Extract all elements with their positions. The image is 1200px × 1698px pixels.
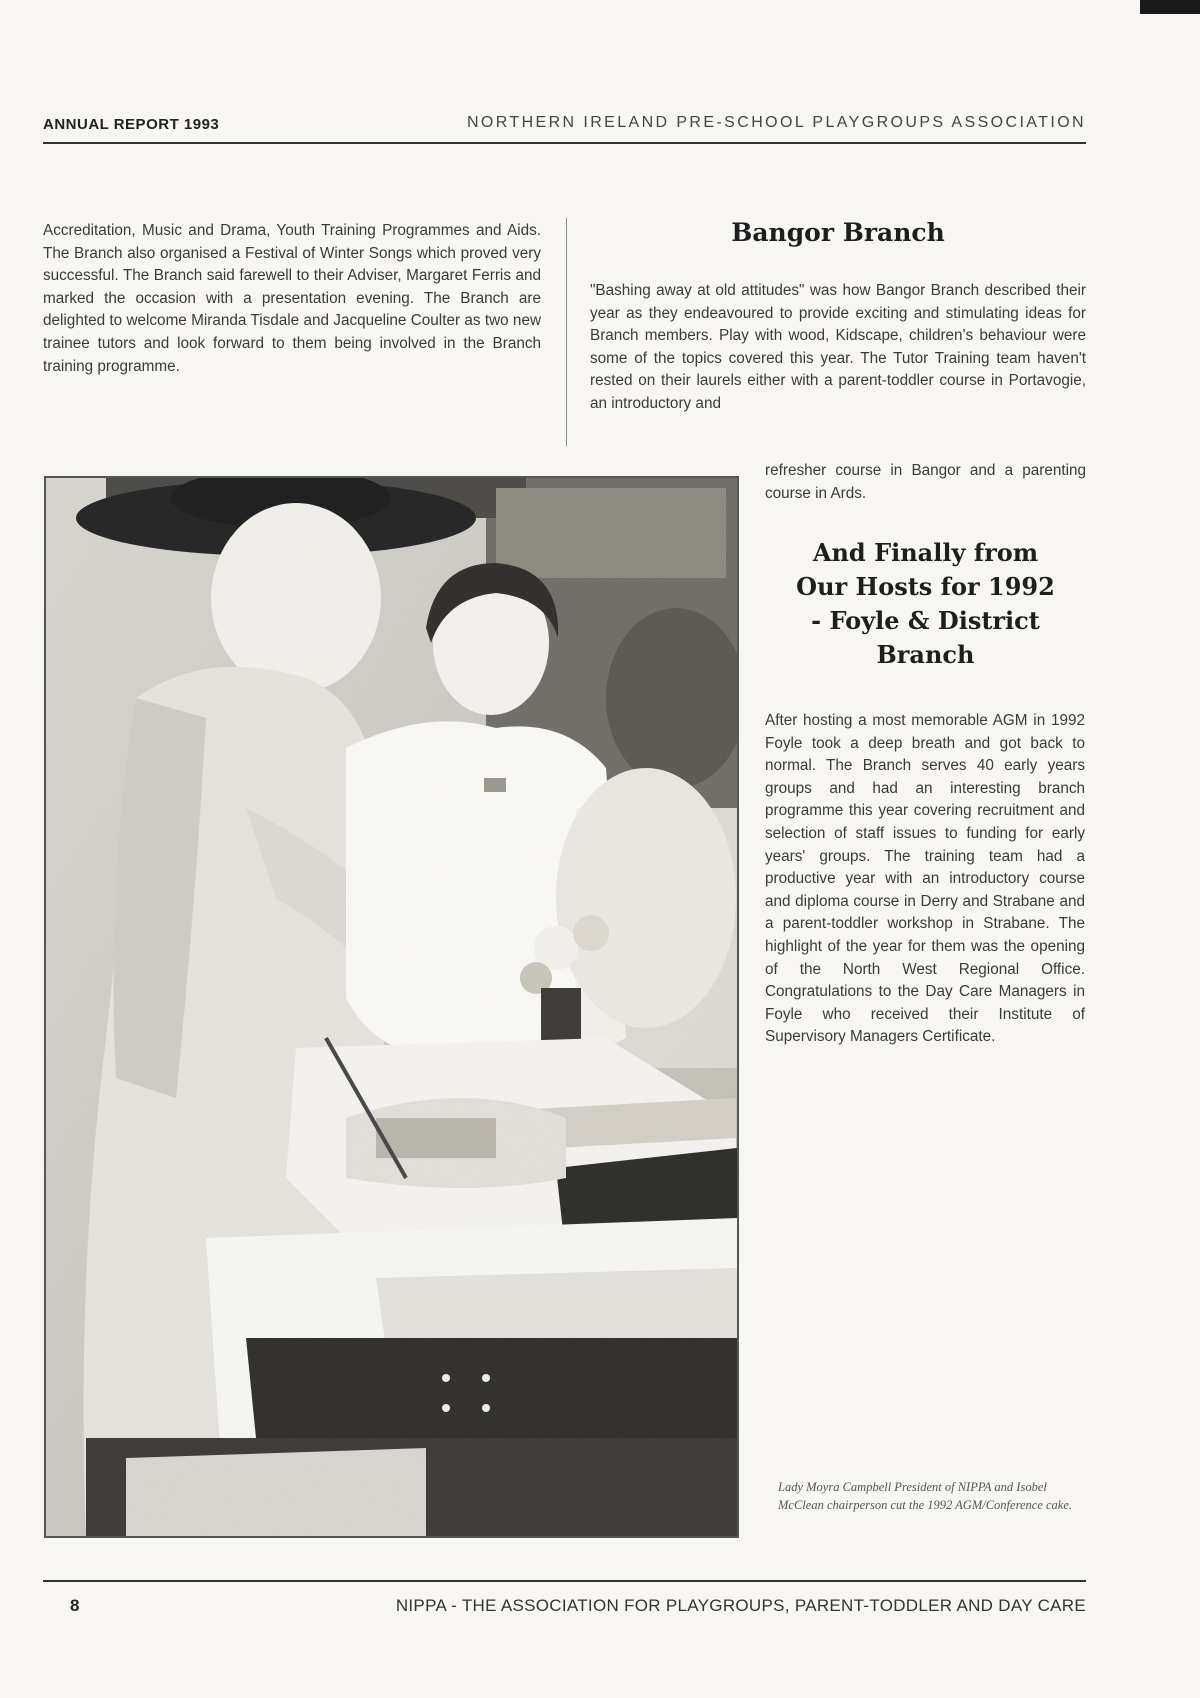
foyle-heading-line: Our Hosts for 1992 [796,572,1055,601]
bangor-branch-paragraph: "Bashing away at old attitudes" was how Bangor Branch described their year as they endeavoured to provide exciting and stimulating ideas for Branch members. Play with wood, Kidscape, children's behaviour were some of the topics covered this year. The Tutor Training team haven't rested on their laurels either with a parent-toddler course in Portavogie, an introductory and [590,282,1086,412]
bangor-branch-paragraph-continued: refresher course in Bangor and a parenting course in Ards. [765,462,1086,502]
foyle-branch-heading [765,536,1086,672]
header-organisation: NORTHERN IRELAND PRE-SCHOOL PLAYGROUPS ASSOCIATION [466,114,1086,131]
agm-cake-cutting-photo [44,476,739,1538]
column-divider [566,218,567,446]
foyle-heading-line: And Finally from [812,538,1039,567]
header-report-title: ANNUAL REPORT 1993 [43,116,220,133]
foyle-heading-line: Branch [876,640,975,669]
footer-rule [43,1580,1086,1582]
photo-caption: Lady Moyra Campbell President of NIPPA and Isobel McClean chairperson cut the 1992 AGM/Conference cake. [778,1480,1073,1512]
bangor-branch-heading: Bangor Branch [731,218,945,247]
foyle-heading-line: - Foyle & District [811,606,1040,635]
page-number: 8 [70,1596,80,1615]
photo-illustration [46,478,737,1536]
left-column-paragraph: Accreditation, Music and Drama, Youth Training Programmes and Aids. The Branch also organised a Festival of Winter Songs which proved very successful. The Branch said farewell to their Adviser, Margaret Ferris and marked the occasion with a presentation evening. The Branch are delighted to welcome Miranda Tisdale and Jacqueline Coulter as two new trainee tutors and look forward to them being involved in the Branch training programme. [43,222,541,375]
page-header [43,112,1086,144]
foyle-branch-paragraph: After hosting a most memorable AGM in 1992 Foyle took a deep breath and got back to normal. The Branch serves 40 early years groups and had an interesting branch programme this year covering recruitment and selection of staff issues to funding for early years' groups. The training team had a productive year with an introductory course and diploma course in Derry and Strabane and a parent-toddler workshop in Strabane. The highlight of the year for them was the opening of the North West Regional Office. Congratulations to the Day Care Managers in Foyle who received their Institute of Supervisory Managers Certificate. [765,712,1085,1046]
scan-edge-mark [1140,0,1200,14]
footer-tagline: NIPPA - THE ASSOCIATION FOR PLAYGROUPS, PARENT-TODDLER AND DAY CARE [395,1596,1086,1615]
